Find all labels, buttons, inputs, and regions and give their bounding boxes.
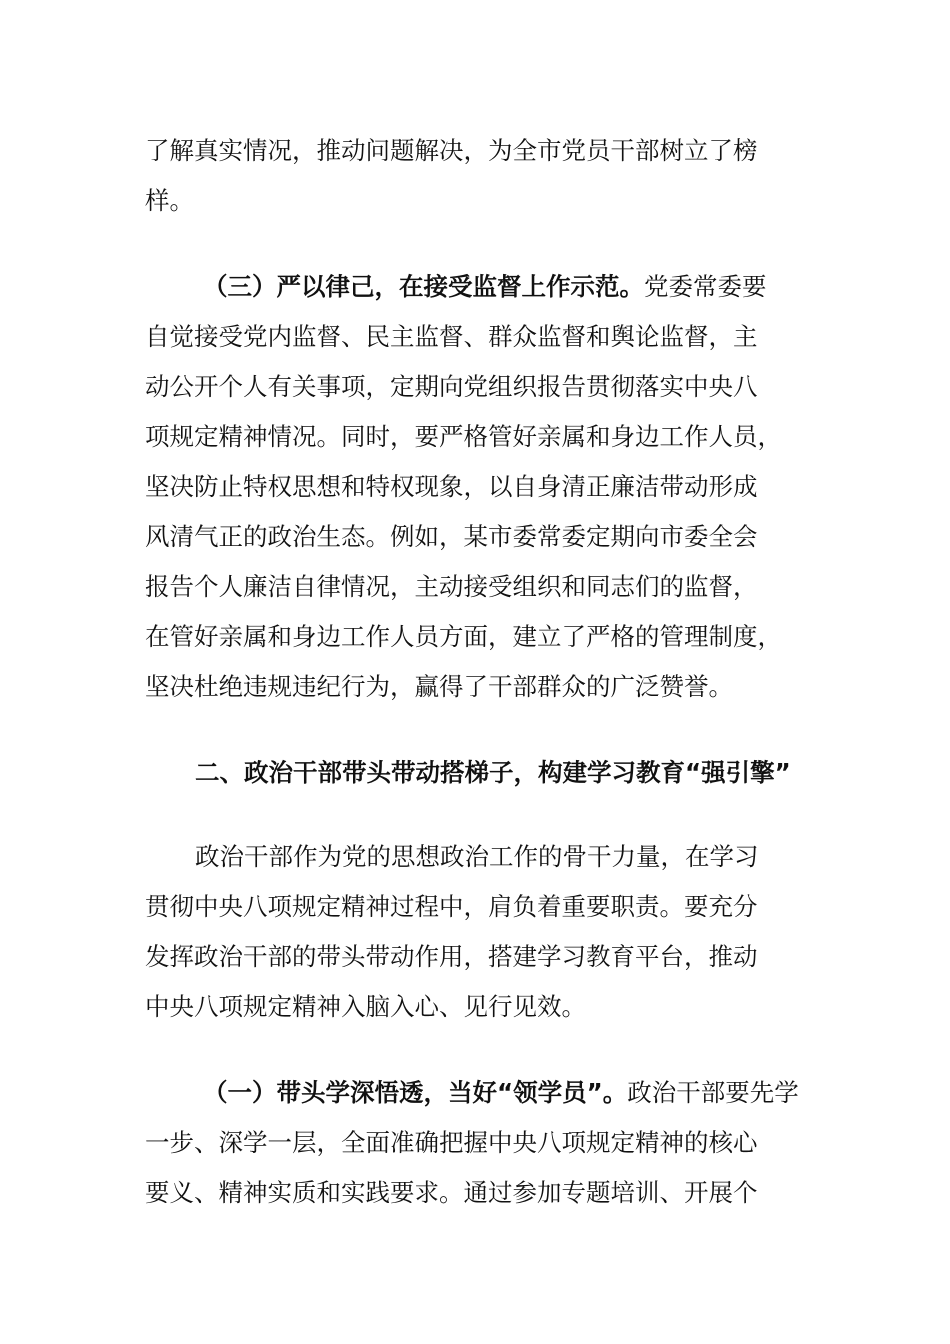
paragraph-section-3 bbox=[145, 262, 810, 712]
section-1-body: 一步、深学一层，全面准确把握中央八项规定精神的核心 要义、精神实质和实践要求。通过参加专题培训、开展个 bbox=[145, 1128, 758, 1207]
paragraph-part-2-intro bbox=[145, 832, 810, 1032]
part-2-intro-first-line: 政治干部作为党的思想政治工作的骨干力量，在学习 bbox=[195, 842, 759, 871]
section-3-first-line-rest: 党委常委要 bbox=[644, 272, 767, 301]
part-2-intro-body: 贯彻中央八项规定精神过程中，肩负着重要职责。要充分 发挥政治干部的带头带动作用，搭建学习教育平台，推动 中央八项规定精神入脑入心、见行见效。 bbox=[145, 892, 758, 1021]
paragraph-continuation: 了解真实情况，推动问题解决，为全市党员干部树立了榜 样。 bbox=[145, 136, 758, 215]
section-1-first-line-rest: 政治干部要先学 bbox=[627, 1078, 799, 1107]
heading-part-2: 二、政治干部带头带动搭梯子，构建学习教育“强引擎” bbox=[195, 758, 791, 787]
section-3-heading: （三）严以律己，在接受监督上作示范。 bbox=[203, 272, 644, 301]
section-1-heading: （一）带头学深悟透，当好“领学员”。 bbox=[203, 1078, 628, 1107]
section-3-body: 自觉接受党内监督、民主监督、群众监督和舆论监督，主 动公开个人有关事项，定期向党组织报告贯彻落实中央八 项规定精神情况。同时，要严格管好亲属和身边工作人员， 坚决防止特权思想和特权现象，以自身清正廉洁带动形成 风清气正的政治生态。例如，某市委常委定期向市委全会 报告个人廉洁自律情况，主动接受组织和同志们的监督， 在管好亲属和身边工作人员方面，建立了严格的管理制度， 坚决杜绝违规违纪行为，赢得了干部群众的广泛赞誉。 bbox=[145, 322, 782, 701]
paragraph-section-1 bbox=[145, 1068, 810, 1218]
